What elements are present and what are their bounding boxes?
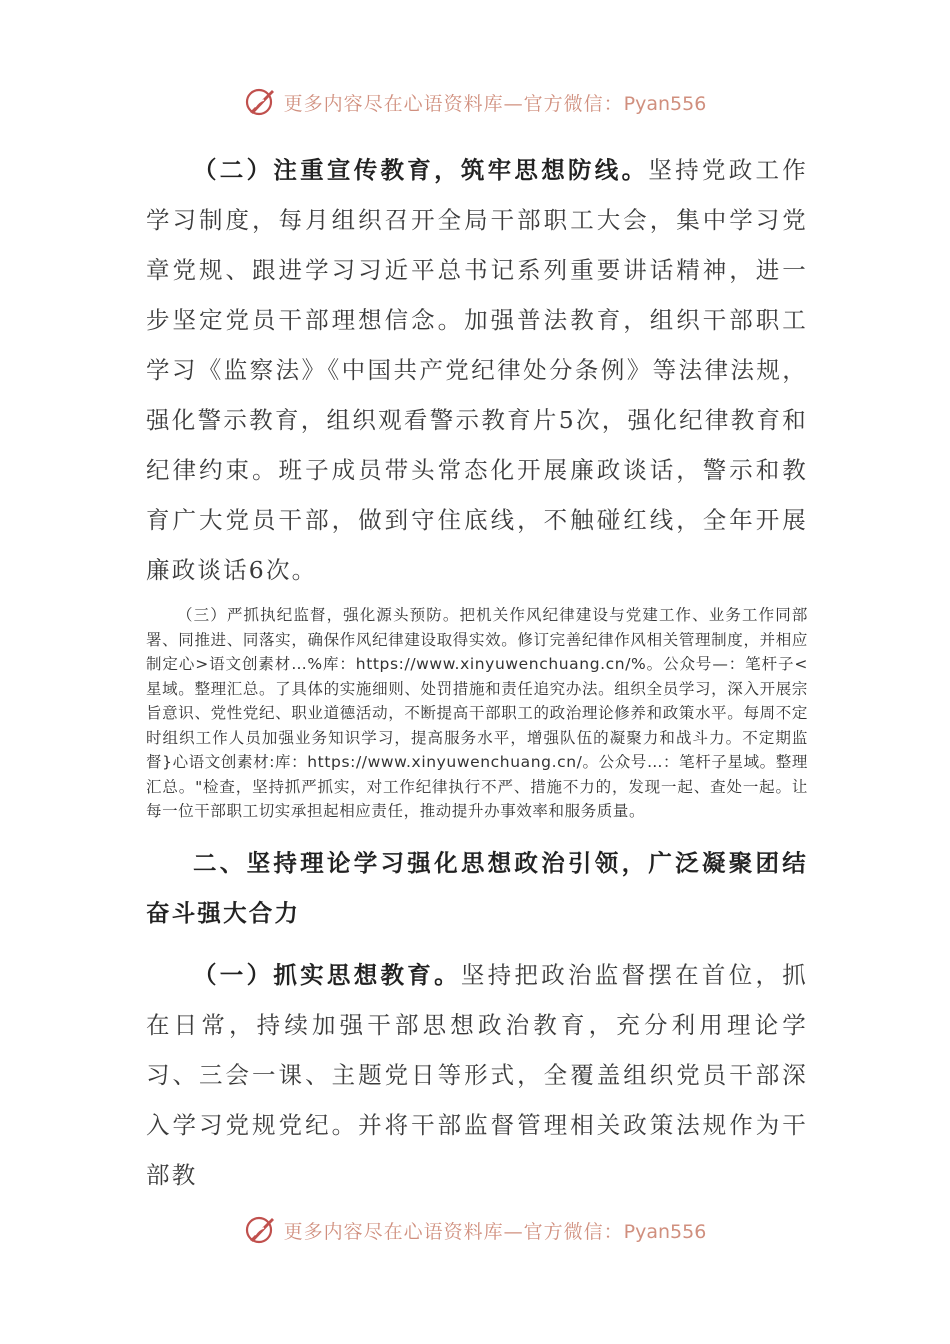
pen-logo-icon — [244, 1213, 278, 1247]
paragraph-propaganda-education — [146, 145, 808, 595]
header-banner — [0, 82, 950, 122]
footer-banner — [0, 1210, 950, 1250]
paragraph-text: 坚持党政工作学习制度，每月组织召开全局干部职工大会，集中学习党章党规、跟进学习习近平总书记系列重要讲话精神，进一步坚定党员干部理想信念。加强普法教育，组织干部职工学习《监察法》《中国共产党纪律处分条例》等法律法规，强化警示教育，组织观看警示教育片5次，强化纪律教育和纪律约束。班子成员带头常态化开展廉政谈话，警示和教育广大党员干部，做到守住底线，不触碰红线，全年开展廉政谈话6次。 — [146, 156, 809, 584]
banner-label: 更多内容尽在心语资料库—官方微信： — [283, 92, 624, 115]
section-heading: 二、坚持理论学习强化思想政治引领，广泛凝聚团结奋斗强大合力 — [146, 848, 808, 927]
paragraph-text: 坚持把政治监督摆在首位，抓在日常，持续加强干部思想政治教育，充分利用理论学习、三会一课、主题党日等形式，全覆盖组织党员干部深入学习党规党纪。并将干部监督管理相关政策法规作为干部教 — [146, 960, 808, 1189]
paragraph-discipline-supervision: （三）严抓执纪监督，强化源头预防。把机关作风纪律建设与党建工作、业务工作同部署、同推进、同落实，确保作风纪律建设取得实效。修订完善纪律作风相关管理制度，并相应制定心>语文创素材…%库：https://www.xinyuwenchuang.cn/%。公众号—：笔杆子<星域。整理汇总。了具体的实施细则、处罚措施和责任追究办法。组织全员学习，深入开展宗旨意识、党性党纪、职业道德活动，不断提高干部职工的政治理论修养和政策水平。每周不定时组织工作人员加强业务知识学习，提高服务水平，增强队伍的凝聚力和战斗力。不定期监督}心语文创素材:库：https://www.xinyuwenchuang.cn/。公众号…：笔杆子星域。整理汇总。"检查，坚持抓严抓实，对工作纪律执行不严、措施不力的，发现一起、查处一起。让每一位干部职工切实承担起相应责任，推动提升办事效率和服务质量。 — [146, 606, 808, 820]
banner-wechat-id: Pyan556 — [623, 1220, 707, 1243]
header-banner-text — [284, 89, 707, 116]
document-body — [146, 145, 808, 1200]
banner-label: 更多内容尽在心语资料库—官方微信： — [283, 1220, 624, 1243]
paragraph-heading: （一）抓实思想教育。 — [193, 960, 461, 989]
pen-logo-icon — [244, 85, 278, 119]
paragraph-heading: （二）注重宣传教育，筑牢思想防线。 — [193, 156, 649, 184]
banner-wechat-id: Pyan556 — [623, 92, 707, 115]
paragraph-ideological-education — [146, 950, 808, 1200]
footer-banner-text — [284, 1217, 707, 1244]
